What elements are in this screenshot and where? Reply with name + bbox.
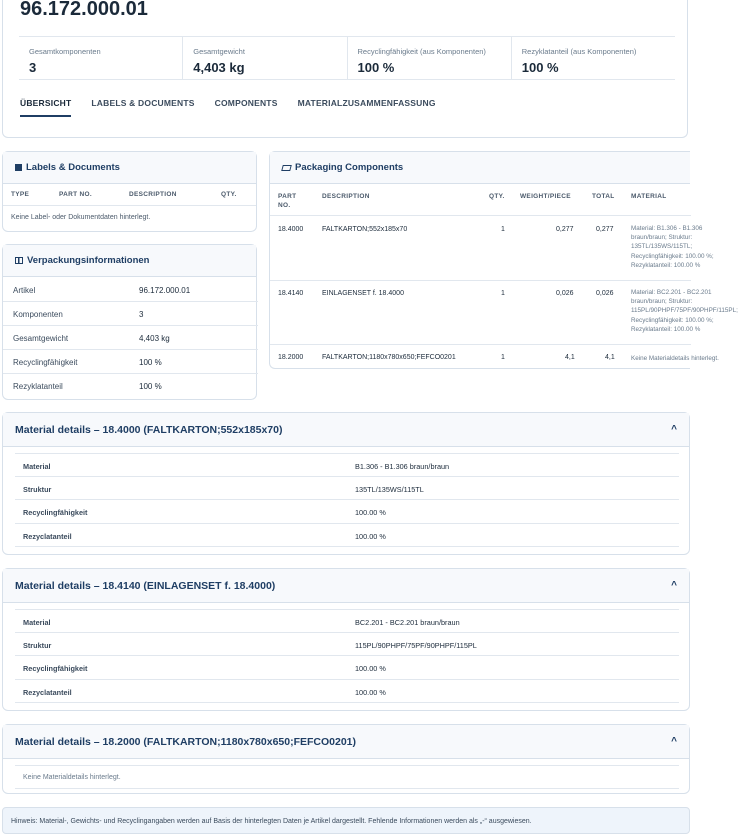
- material-key: Material: [23, 618, 51, 627]
- cell-part-no: 18.4000: [278, 226, 304, 233]
- cell-weight-piece: 4,1: [565, 354, 575, 361]
- col-weight-piece: WEIGHT/PIECE: [520, 193, 571, 200]
- material-row: [15, 524, 679, 548]
- empty-state-text: Keine Materialdetails hinterlegt.: [15, 765, 679, 789]
- info-row-components: [3, 302, 258, 326]
- material-row: [15, 500, 679, 524]
- summary-kpis: [19, 36, 675, 80]
- info-key: Rezyklatanteil: [13, 382, 63, 391]
- col-description: DESCRIPTION: [129, 191, 177, 198]
- material-table: [15, 453, 679, 547]
- kpi-label: Gesamtkomponenten: [29, 47, 101, 56]
- col-material: MATERIAL: [631, 193, 667, 200]
- card-title: Verpackungsinformationen: [27, 255, 150, 266]
- info-value: 4,403 kg: [139, 334, 170, 343]
- info-row-weight: [3, 326, 258, 350]
- labels-documents-card: [2, 151, 257, 232]
- cell-material: [631, 224, 714, 270]
- cell-weight-piece: 0,026: [556, 290, 574, 297]
- collapse-caret-icon[interactable]: ^: [671, 424, 677, 435]
- article-header-card: [2, 0, 688, 138]
- table-header: [3, 184, 256, 206]
- material-row: [15, 633, 679, 657]
- material-row: [15, 477, 679, 501]
- material-line: Recyclingfähigkeit: 100.00 %;: [631, 252, 714, 260]
- material-line: Material: B1.306 - B1.306: [631, 225, 703, 232]
- panel-title: Material details – 18.2000 (FALTKARTON;1180x780x650;FEFCO0201): [15, 735, 357, 748]
- cell-description: FALTKARTON;552x185x70: [322, 226, 408, 233]
- info-value: 96.172.000.01: [139, 286, 191, 295]
- document-icon: [15, 164, 22, 171]
- col-part-no: PART NO.: [59, 191, 92, 198]
- hint-banner: Hinweis: Material-, Gewichts- und Recyclingangaben werden auf Basis der hinterlegten Daten je Artikel dargestellt. Fehlende Informationen werden als „-“ ausgewiesen.: [2, 807, 690, 834]
- material-value: BC2.201 - BC2.201 braun/braun: [355, 618, 460, 627]
- material-key: Rezyclatanteil: [23, 531, 72, 541]
- kpi-total-components: [19, 37, 182, 79]
- cell-material: Keine Materialdetails hinterlegt.: [631, 355, 719, 362]
- material-line: braun/braun; Struktur:: [631, 234, 693, 242]
- material-value: B1.306 - B1.306 braun/braun: [355, 462, 450, 471]
- material-value: 100.00 %: [355, 687, 386, 697]
- collapse-caret-icon[interactable]: ^: [671, 580, 677, 591]
- material-row: [15, 453, 679, 477]
- panel-title: Material details – 18.4000 (FALTKARTON;552x185x70): [15, 423, 283, 436]
- tab-overview[interactable]: ÜBERSICHT: [20, 98, 71, 117]
- collapse-caret-icon[interactable]: ^: [671, 736, 677, 747]
- table-header: [270, 184, 691, 216]
- kpi-recycled-content: [511, 37, 675, 79]
- info-key: Komponenten: [13, 310, 63, 319]
- material-line: 135TL/135WS/115TL;: [631, 243, 693, 251]
- kpi-value: 4,403 kg: [193, 60, 245, 75]
- info-row-recycled-content: [3, 374, 258, 398]
- table-row: [270, 345, 719, 370]
- panel-header[interactable]: [3, 725, 689, 759]
- tab-material-summary[interactable]: MATERIALZUSAMMENFASSUNG: [297, 98, 436, 108]
- material-value: 100.00 %: [355, 664, 386, 673]
- packaging-components-card: [269, 151, 738, 369]
- cell-qty: 1: [501, 290, 505, 297]
- kpi-total-weight: [182, 37, 346, 79]
- material-key: Recyclingfähigkeit: [23, 508, 88, 517]
- material-line: braun/braun; Struktur:: [631, 298, 693, 306]
- panel-header[interactable]: [3, 413, 689, 447]
- kpi-label: Rezyklatanteil (aus Komponenten): [521, 47, 637, 56]
- material-details-panel: [2, 412, 690, 555]
- material-line: 115PL/90PHPF/75PF/90PHPF/115PL;: [631, 307, 738, 315]
- col-description: DESCRIPTION: [322, 193, 370, 200]
- kpi-value: 100 %: [521, 60, 559, 75]
- col-type: TYPE: [11, 191, 30, 198]
- material-line: Recyclingfähigkeit: 100.00 %;: [631, 316, 714, 324]
- table-row: [270, 281, 738, 345]
- col-qty: QTY.: [221, 191, 237, 198]
- card-title: Labels & Documents: [26, 162, 120, 173]
- card-header: [3, 152, 256, 184]
- material-row: [15, 656, 679, 680]
- material-key: Recyclingfähigkeit: [23, 664, 88, 673]
- material-row: [15, 609, 679, 633]
- material-details-panel: [2, 568, 690, 711]
- info-key: Gesamtgewicht: [13, 334, 69, 343]
- cell-description: EINLAGENSET f. 18.4000: [322, 290, 404, 297]
- material-key: Material: [23, 462, 51, 471]
- material-line: Rezyklatanteil: 100.00 %: [631, 261, 701, 269]
- material-line: Rezyklatanteil: 100.00 %: [631, 325, 701, 333]
- material-value: 115PL/90PHPF/75PF/90PHPF/115PL: [355, 640, 477, 650]
- col-qty: QTY.: [489, 193, 505, 200]
- info-value: 100 %: [139, 382, 162, 391]
- cell-qty: 1: [501, 226, 505, 233]
- kpi-value: 3: [29, 60, 37, 75]
- cell-part-no: 18.2000: [278, 354, 304, 361]
- card-title: Packaging Components: [295, 162, 404, 173]
- cell-qty: 1: [501, 354, 505, 361]
- cell-total: 0,277: [596, 226, 614, 233]
- kpi-recyclability: [347, 37, 511, 79]
- material-key: Rezyclatanteil: [23, 687, 72, 697]
- kpi-value: 100 %: [357, 60, 395, 75]
- empty-state-text: Keine Label- oder Dokumentdaten hinterlegt.: [11, 214, 151, 221]
- info-value: 3: [139, 310, 144, 319]
- cell-description: FALTKARTON;1180x780x650;FEFCO0201: [322, 354, 456, 361]
- cell-material: [631, 288, 738, 334]
- material-line: Material: BC2.201 - BC2.201: [631, 289, 712, 296]
- cell-total: 4,1: [605, 354, 615, 361]
- page-title: 96.172.000.01: [20, 0, 148, 20]
- tab-components[interactable]: COMPONENTS: [214, 98, 278, 108]
- material-table: [15, 609, 679, 703]
- col-part-no: PART NO.: [278, 193, 297, 209]
- cell-total: 0,026: [596, 290, 614, 297]
- info-value: 100 %: [139, 358, 162, 367]
- kpi-label: Recyclingfähigkeit (aus Komponenten): [357, 47, 486, 56]
- panel-header[interactable]: [3, 569, 689, 603]
- packaging-info-card: [2, 244, 257, 400]
- box-icon: [281, 165, 292, 171]
- card-header: [3, 245, 256, 277]
- cell-weight-piece: 0,277: [556, 226, 574, 233]
- info-table-icon: [15, 257, 23, 264]
- cell-part-no: 18.4140: [278, 290, 304, 297]
- table-row: [270, 217, 714, 281]
- col-total: TOTAL: [592, 193, 615, 200]
- info-row-article: [3, 278, 258, 302]
- card-header: [270, 152, 690, 184]
- tab-bar: [20, 98, 436, 117]
- info-row-recyclability: [3, 350, 258, 374]
- info-key: Recyclingfähigkeit: [13, 358, 78, 367]
- tab-labels-documents[interactable]: LABELS & DOCUMENTS: [91, 98, 195, 108]
- material-key: Struktur: [23, 640, 52, 650]
- material-value: 135TL/135WS/115TL: [355, 484, 424, 494]
- material-details-panel: [2, 724, 690, 794]
- material-key: Struktur: [23, 484, 52, 494]
- kpi-label: Gesamtgewicht: [193, 47, 245, 56]
- material-value: 100.00 %: [355, 531, 386, 541]
- info-key: Artikel: [13, 286, 36, 295]
- material-value: 100.00 %: [355, 508, 386, 517]
- material-row: [15, 680, 679, 704]
- panel-title: Material details – 18.4140 (EINLAGENSET f. 18.4000): [15, 579, 276, 592]
